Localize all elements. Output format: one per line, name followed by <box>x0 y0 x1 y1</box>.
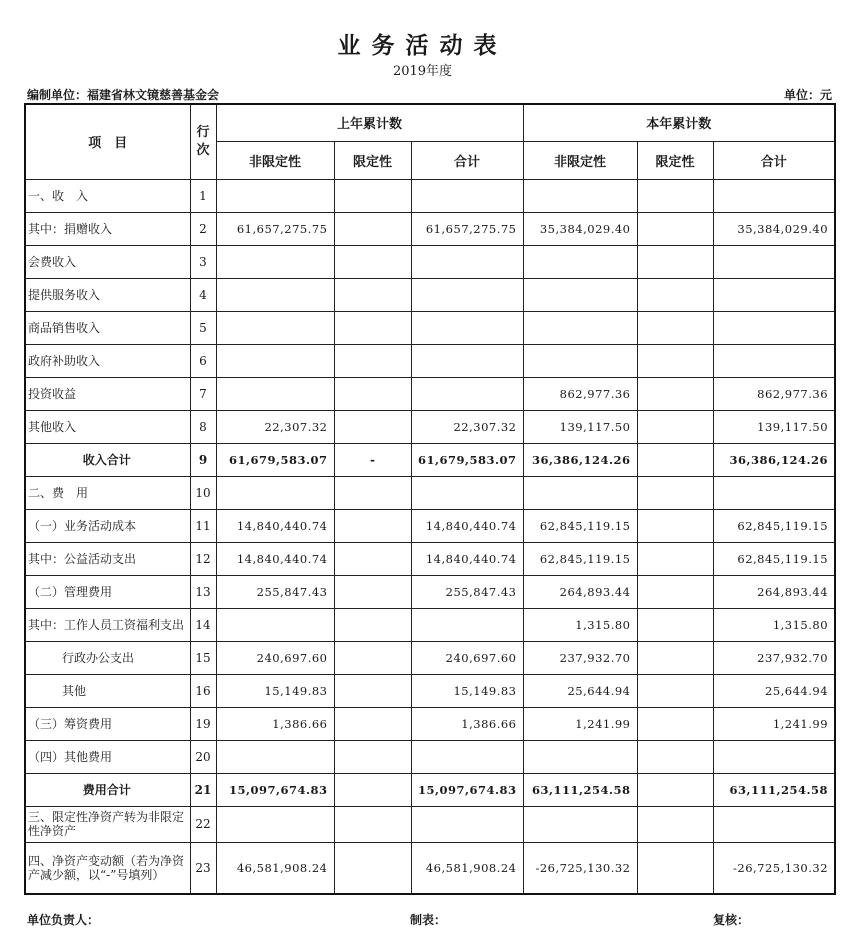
cell-prev-restricted <box>334 212 411 245</box>
cell-prev-total <box>411 806 523 842</box>
table-row <box>25 278 835 311</box>
row-item: （四）其他费用 <box>25 740 190 773</box>
cell-prev-restricted <box>334 707 411 740</box>
cell-prev-unrestricted <box>216 740 334 773</box>
row-line-no: 16 <box>190 674 216 707</box>
cell-prev-restricted <box>334 773 411 806</box>
row-line-no: 13 <box>190 575 216 608</box>
header-item: 项 目 <box>25 104 190 179</box>
cell-prev-unrestricted: 14,840,440.74 <box>216 542 334 575</box>
cell-curr-restricted <box>637 740 713 773</box>
cell-curr-unrestricted: 1,315.80 <box>523 608 637 641</box>
table-row <box>25 311 835 344</box>
table-row <box>25 740 835 773</box>
cell-curr-restricted <box>637 806 713 842</box>
cell-prev-unrestricted: 15,097,674.83 <box>216 773 334 806</box>
row-line-no: 23 <box>190 842 216 894</box>
row-item: （二）管理费用 <box>25 575 190 608</box>
cell-prev-total <box>411 311 523 344</box>
header-curr-total: 合计 <box>713 141 835 179</box>
cell-curr-restricted <box>637 674 713 707</box>
table-row-income-total <box>25 443 835 476</box>
cell-prev-unrestricted: 61,657,275.75 <box>216 212 334 245</box>
cell-prev-restricted <box>334 278 411 311</box>
cell-curr-unrestricted: 1,241.99 <box>523 707 637 740</box>
cell-curr-total: 62,845,119.15 <box>713 509 835 542</box>
table-row <box>25 707 835 740</box>
table-row <box>25 212 835 245</box>
cell-prev-total: 61,657,275.75 <box>411 212 523 245</box>
row-item: 四、净资产变动额（若为净资产减少额，以“-”号填列） <box>25 842 190 894</box>
cell-prev-restricted <box>334 410 411 443</box>
organization-label: 编制单位：福建省林文镜慈善基金会 <box>27 88 220 102</box>
table-row <box>25 575 835 608</box>
footer-preparer: 制表： <box>410 913 447 927</box>
table-row <box>25 542 835 575</box>
cell-prev-total: 22,307.32 <box>411 410 523 443</box>
cell-prev-unrestricted <box>216 311 334 344</box>
cell-prev-unrestricted <box>216 806 334 842</box>
cell-curr-total: 139,117.50 <box>713 410 835 443</box>
cell-prev-unrestricted <box>216 344 334 377</box>
activity-statement-table <box>24 103 836 895</box>
cell-curr-unrestricted <box>523 278 637 311</box>
row-line-no: 5 <box>190 311 216 344</box>
cell-curr-restricted <box>637 773 713 806</box>
row-item: 费用合计 <box>25 773 190 806</box>
row-line-no: 10 <box>190 476 216 509</box>
cell-curr-unrestricted <box>523 179 637 212</box>
unit-label: 单位：元 <box>783 88 832 102</box>
cell-prev-unrestricted: 22,307.32 <box>216 410 334 443</box>
cell-curr-unrestricted <box>523 740 637 773</box>
row-line-no: 11 <box>190 509 216 542</box>
footer-reviewer: 复核： <box>713 913 750 927</box>
cell-curr-restricted <box>637 443 713 476</box>
header-line-no: 行次 <box>190 104 216 179</box>
cell-prev-total: 255,847.43 <box>411 575 523 608</box>
cell-prev-restricted <box>334 542 411 575</box>
cell-curr-unrestricted <box>523 245 637 278</box>
cell-prev-total <box>411 278 523 311</box>
row-item: 其中：公益活动支出 <box>25 542 190 575</box>
cell-prev-total: 61,679,583.07 <box>411 443 523 476</box>
row-item: 二、费 用 <box>25 476 190 509</box>
table-row <box>25 476 835 509</box>
cell-curr-restricted <box>637 608 713 641</box>
row-line-no: 4 <box>190 278 216 311</box>
cell-curr-restricted <box>637 410 713 443</box>
cell-curr-unrestricted: 35,384,029.40 <box>523 212 637 245</box>
cell-curr-restricted <box>637 179 713 212</box>
cell-curr-total <box>713 311 835 344</box>
cell-prev-restricted <box>334 476 411 509</box>
cell-prev-restricted: - <box>334 443 411 476</box>
cell-prev-restricted <box>334 509 411 542</box>
row-line-no: 21 <box>190 773 216 806</box>
row-line-no: 15 <box>190 641 216 674</box>
report-year: 2019年度 <box>392 64 453 79</box>
cell-prev-restricted <box>334 674 411 707</box>
cell-curr-total <box>713 344 835 377</box>
cell-curr-restricted <box>637 344 713 377</box>
cell-curr-total <box>713 179 835 212</box>
row-item: 收入合计 <box>25 443 190 476</box>
cell-prev-total <box>411 740 523 773</box>
table-row-expense-total <box>25 773 835 806</box>
cell-prev-restricted <box>334 245 411 278</box>
table-row <box>25 509 835 542</box>
cell-prev-total <box>411 245 523 278</box>
cell-curr-total: 237,932.70 <box>713 641 835 674</box>
cell-curr-total: 62,845,119.15 <box>713 542 835 575</box>
cell-curr-restricted <box>637 245 713 278</box>
header-prev-unrestricted: 非限定性 <box>216 141 334 179</box>
cell-curr-restricted <box>637 641 713 674</box>
cell-curr-unrestricted: 139,117.50 <box>523 410 637 443</box>
cell-curr-unrestricted: -26,725,130.32 <box>523 842 637 894</box>
table-row <box>25 641 835 674</box>
cell-curr-total: 25,644.94 <box>713 674 835 707</box>
row-item: 会费收入 <box>25 245 190 278</box>
table-row <box>25 674 835 707</box>
cell-curr-unrestricted <box>523 311 637 344</box>
cell-prev-restricted <box>334 740 411 773</box>
row-item: 三、限定性净资产转为非限定性净资产 <box>25 806 190 842</box>
cell-prev-total: 15,097,674.83 <box>411 773 523 806</box>
cell-prev-restricted <box>334 377 411 410</box>
cell-prev-unrestricted <box>216 476 334 509</box>
table-row <box>25 608 835 641</box>
cell-prev-total: 15,149.83 <box>411 674 523 707</box>
cell-curr-total <box>713 476 835 509</box>
row-item: 其中：捐赠收入 <box>25 212 190 245</box>
cell-curr-restricted <box>637 707 713 740</box>
cell-curr-total <box>713 740 835 773</box>
cell-prev-restricted <box>334 179 411 212</box>
row-item: 其他 <box>25 674 190 707</box>
cell-curr-total: 63,111,254.58 <box>713 773 835 806</box>
table-body <box>25 179 835 894</box>
table-row <box>25 377 835 410</box>
cell-curr-restricted <box>637 542 713 575</box>
cell-curr-total: 1,241.99 <box>713 707 835 740</box>
row-item: 其他收入 <box>25 410 190 443</box>
cell-prev-unrestricted <box>216 377 334 410</box>
row-line-no: 12 <box>190 542 216 575</box>
cell-curr-unrestricted: 264,893.44 <box>523 575 637 608</box>
cell-curr-restricted <box>637 377 713 410</box>
cell-prev-unrestricted: 1,386.66 <box>216 707 334 740</box>
cell-prev-total <box>411 344 523 377</box>
table-row <box>25 410 835 443</box>
cell-prev-total: 1,386.66 <box>411 707 523 740</box>
cell-curr-total: 264,893.44 <box>713 575 835 608</box>
row-item: 其中：工作人员工资福利支出 <box>25 608 190 641</box>
row-line-no: 1 <box>190 179 216 212</box>
cell-curr-total: 35,384,029.40 <box>713 212 835 245</box>
table-row <box>25 344 835 377</box>
cell-curr-total: -26,725,130.32 <box>713 842 835 894</box>
cell-prev-total: 14,840,440.74 <box>411 509 523 542</box>
row-line-no: 9 <box>190 443 216 476</box>
cell-curr-unrestricted: 63,111,254.58 <box>523 773 637 806</box>
cell-curr-total <box>713 806 835 842</box>
cell-prev-unrestricted: 15,149.83 <box>216 674 334 707</box>
cell-prev-unrestricted <box>216 179 334 212</box>
row-item: 投资收益 <box>25 377 190 410</box>
cell-curr-unrestricted: 62,845,119.15 <box>523 509 637 542</box>
cell-curr-restricted <box>637 509 713 542</box>
cell-curr-restricted <box>637 212 713 245</box>
table-row <box>25 179 835 212</box>
header-prev-total: 合计 <box>411 141 523 179</box>
cell-prev-unrestricted: 46,581,908.24 <box>216 842 334 894</box>
row-item: 商品销售收入 <box>25 311 190 344</box>
cell-curr-restricted <box>637 278 713 311</box>
footer-principal: 单位负责人： <box>27 913 100 927</box>
cell-prev-unrestricted <box>216 608 334 641</box>
cell-prev-restricted <box>334 641 411 674</box>
row-line-no: 8 <box>190 410 216 443</box>
cell-prev-unrestricted <box>216 278 334 311</box>
cell-prev-total: 14,840,440.74 <box>411 542 523 575</box>
row-item: （一）业务活动成本 <box>25 509 190 542</box>
row-line-no: 14 <box>190 608 216 641</box>
cell-prev-unrestricted: 240,697.60 <box>216 641 334 674</box>
cell-prev-total <box>411 377 523 410</box>
cell-curr-unrestricted: 36,386,124.26 <box>523 443 637 476</box>
row-item: 一、收 入 <box>25 179 190 212</box>
table-row <box>25 245 835 278</box>
cell-curr-unrestricted <box>523 344 637 377</box>
row-line-no: 22 <box>190 806 216 842</box>
table-row <box>25 842 835 894</box>
cell-curr-unrestricted: 25,644.94 <box>523 674 637 707</box>
row-item: 行政办公支出 <box>25 641 190 674</box>
table-row <box>25 806 835 842</box>
cell-curr-unrestricted: 237,932.70 <box>523 641 637 674</box>
cell-prev-restricted <box>334 311 411 344</box>
cell-curr-unrestricted <box>523 476 637 509</box>
cell-curr-unrestricted <box>523 806 637 842</box>
row-line-no: 19 <box>190 707 216 740</box>
report-title: 业务活动表 <box>337 32 508 59</box>
cell-curr-restricted <box>637 311 713 344</box>
cell-curr-unrestricted: 862,977.36 <box>523 377 637 410</box>
cell-prev-restricted <box>334 806 411 842</box>
row-item: 提供服务收入 <box>25 278 190 311</box>
header-curr-restricted: 限定性 <box>637 141 713 179</box>
row-line-no: 20 <box>190 740 216 773</box>
header-curr-year: 本年累计数 <box>523 104 835 141</box>
cell-prev-unrestricted: 14,840,440.74 <box>216 509 334 542</box>
header-prev-year: 上年累计数 <box>216 104 523 141</box>
cell-prev-restricted <box>334 344 411 377</box>
cell-curr-total <box>713 245 835 278</box>
cell-prev-total <box>411 179 523 212</box>
cell-curr-total: 862,977.36 <box>713 377 835 410</box>
cell-prev-restricted <box>334 842 411 894</box>
cell-curr-total: 36,386,124.26 <box>713 443 835 476</box>
cell-curr-total <box>713 278 835 311</box>
row-item: （三）筹资费用 <box>25 707 190 740</box>
cell-prev-unrestricted: 255,847.43 <box>216 575 334 608</box>
cell-prev-total: 240,697.60 <box>411 641 523 674</box>
cell-curr-total: 1,315.80 <box>713 608 835 641</box>
header-prev-restricted: 限定性 <box>334 141 411 179</box>
row-item: 政府补助收入 <box>25 344 190 377</box>
row-line-no: 7 <box>190 377 216 410</box>
cell-curr-restricted <box>637 575 713 608</box>
row-line-no: 6 <box>190 344 216 377</box>
cell-prev-unrestricted <box>216 245 334 278</box>
row-line-no: 3 <box>190 245 216 278</box>
cell-curr-unrestricted: 62,845,119.15 <box>523 542 637 575</box>
cell-prev-total <box>411 476 523 509</box>
cell-prev-total <box>411 608 523 641</box>
cell-curr-restricted <box>637 842 713 894</box>
header-curr-unrestricted: 非限定性 <box>523 141 637 179</box>
row-line-no: 2 <box>190 212 216 245</box>
cell-prev-restricted <box>334 575 411 608</box>
cell-curr-restricted <box>637 476 713 509</box>
cell-prev-restricted <box>334 608 411 641</box>
cell-prev-unrestricted: 61,679,583.07 <box>216 443 334 476</box>
cell-prev-total: 46,581,908.24 <box>411 842 523 894</box>
